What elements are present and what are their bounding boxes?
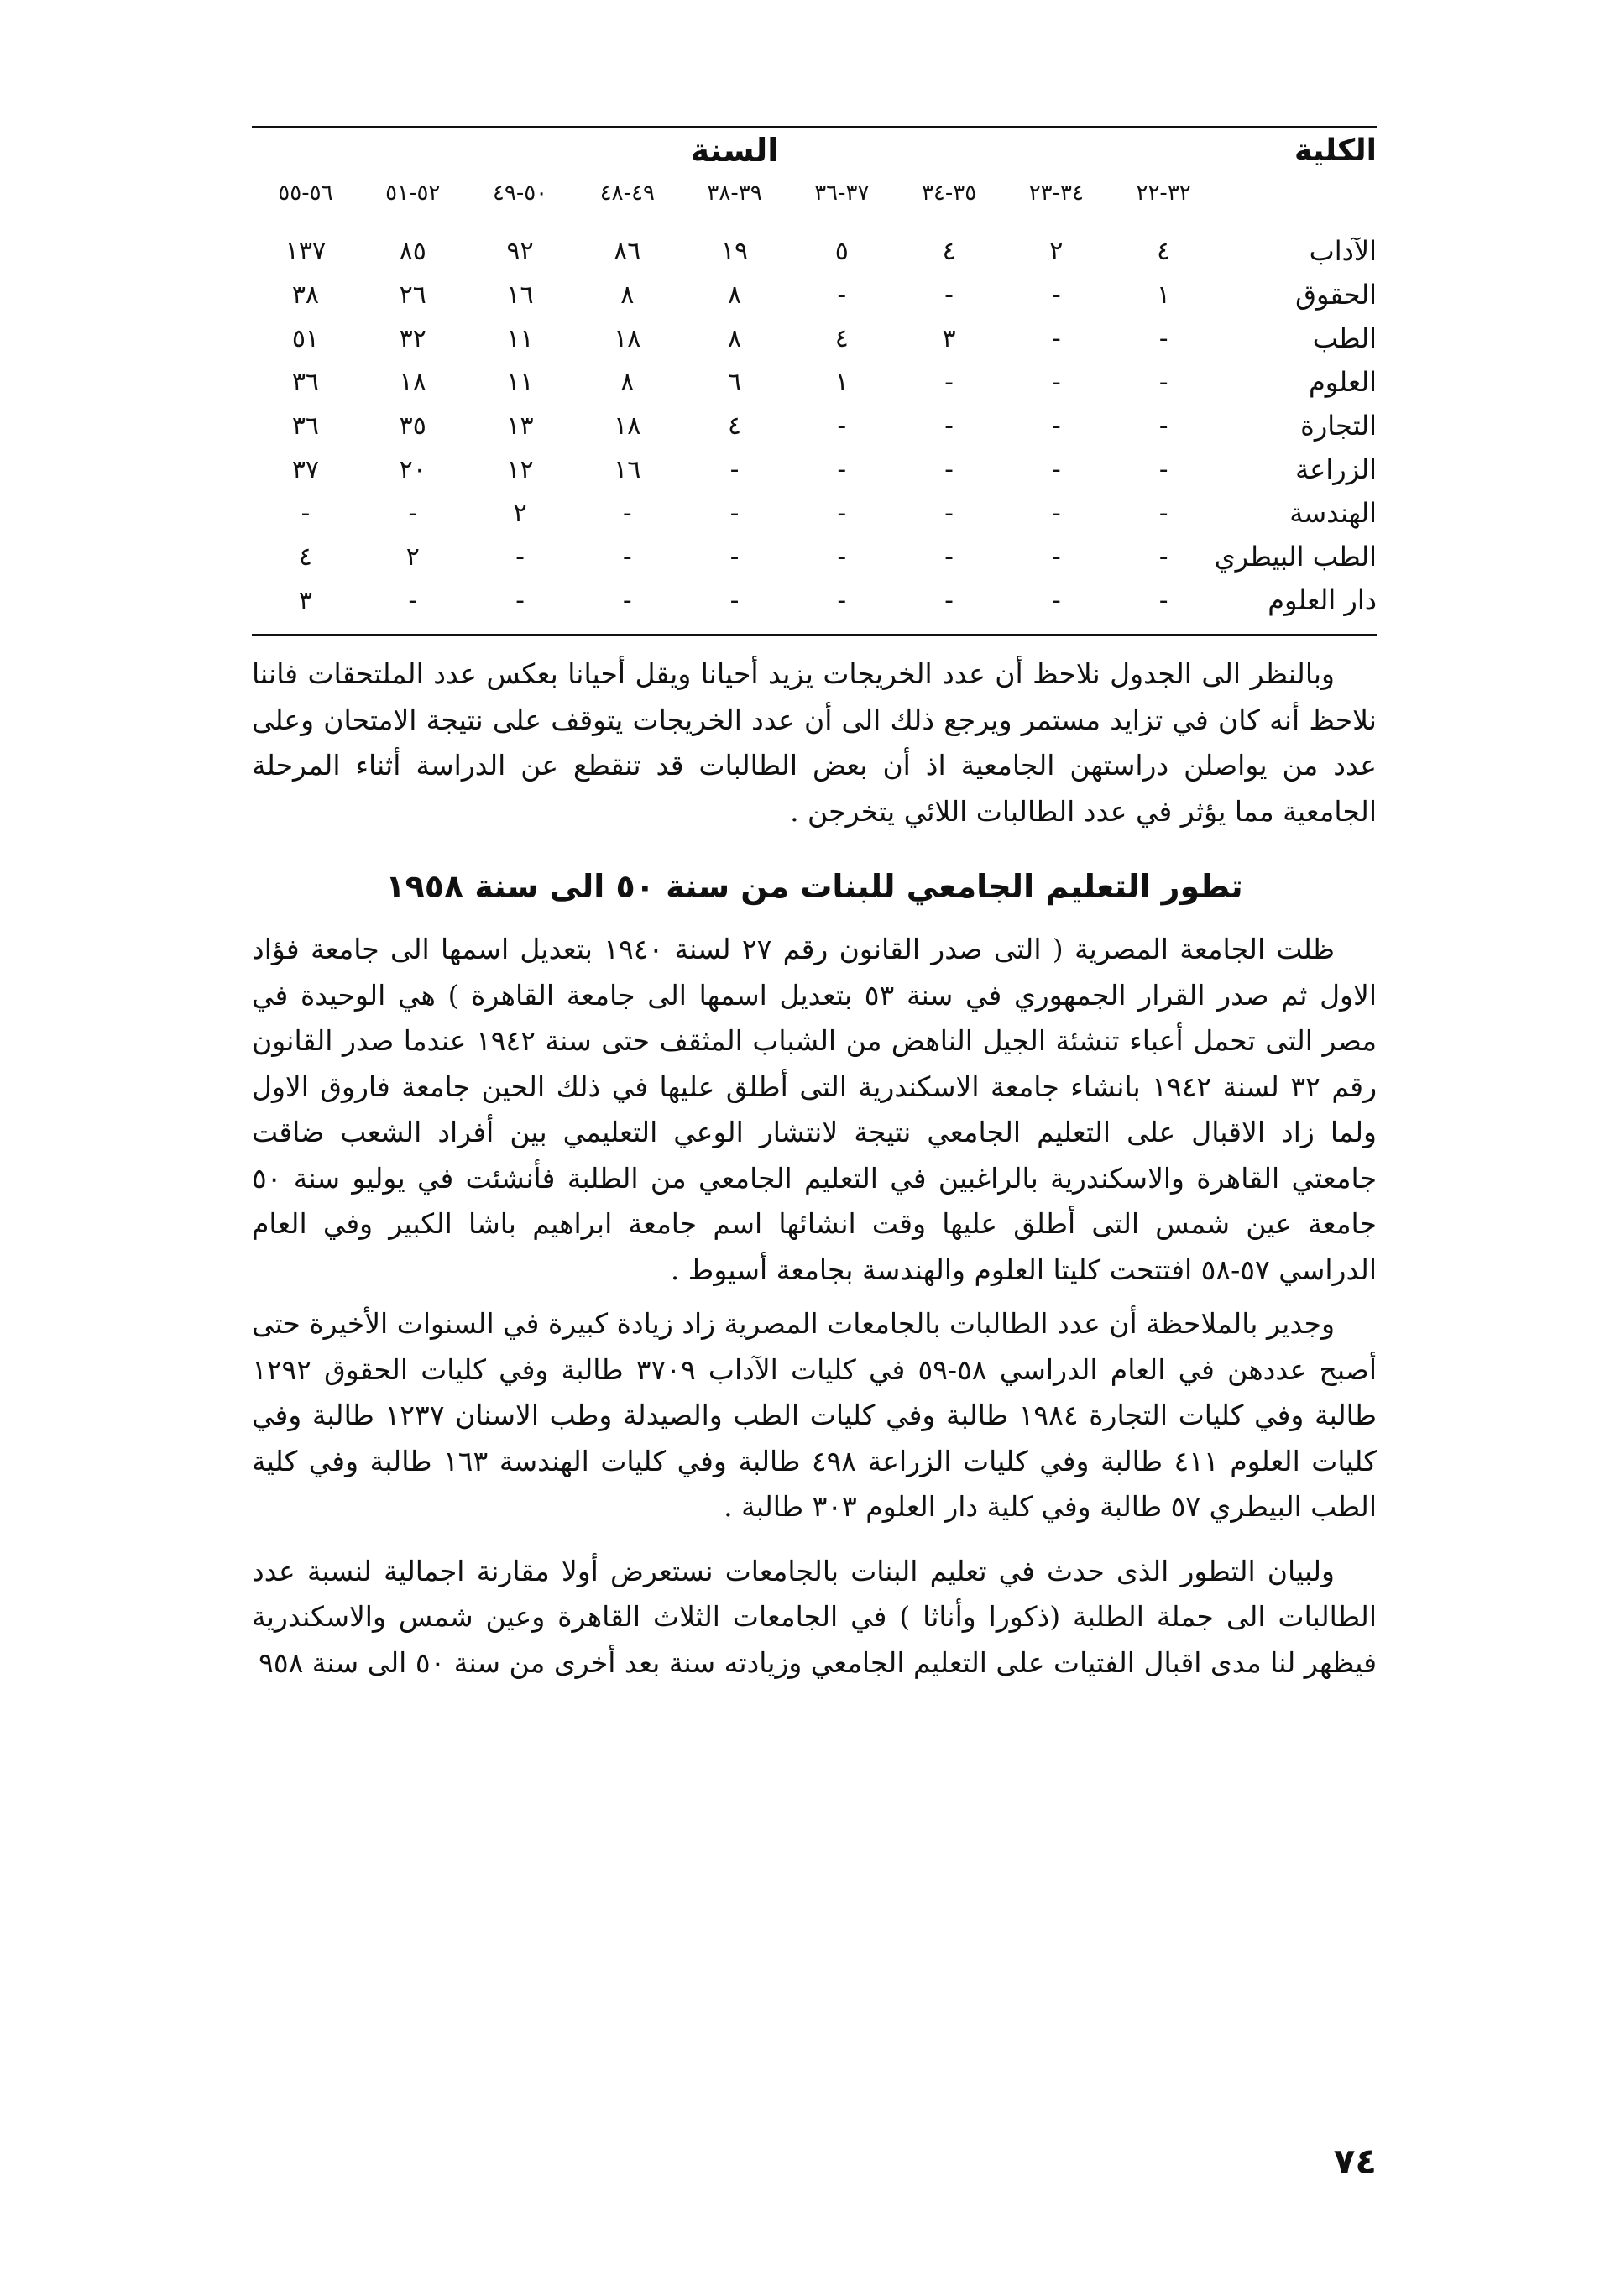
year-header: السنة	[690, 132, 779, 169]
graduates-count-cell: -	[1158, 585, 1168, 615]
table-row	[252, 447, 1377, 491]
graduates-count-cell: ١٣٧	[285, 236, 327, 266]
graduates-count-cell: -	[1051, 411, 1061, 441]
graduates-count-cell: ١	[1157, 280, 1171, 310]
graduates-count-cell: ١٨	[614, 411, 641, 441]
graduates-count-cell: -	[729, 585, 740, 615]
faculty-name: الهندسة	[1289, 497, 1377, 529]
graduates-count-cell: -	[515, 585, 525, 615]
faculty-name: دار العلوم	[1268, 584, 1377, 616]
graduates-count-cell: -	[1051, 541, 1061, 572]
graduates-count-cell: ٣٦	[291, 367, 320, 397]
graduates-count-cell: -	[837, 454, 847, 484]
graduates-count-cell: ٤	[298, 541, 312, 572]
graduates-count-cell: ٤	[1157, 236, 1171, 266]
graduates-count-cell: -	[944, 411, 954, 441]
year-column-header: ٣٧-٣٦	[814, 180, 870, 206]
graduates-count-cell: -	[301, 498, 311, 528]
table-row	[252, 578, 1377, 634]
graduates-count-cell: ٣٦	[291, 411, 320, 441]
table-row	[252, 214, 1377, 273]
graduates-count-cell: -	[1158, 323, 1168, 353]
graduates-count-cell: ٣٢	[399, 323, 426, 353]
graduates-count-cell: -	[1051, 367, 1061, 397]
faculty-name: الطب	[1312, 322, 1377, 354]
graduates-count-cell: -	[622, 585, 632, 615]
faculty-name: الزراعة	[1295, 453, 1377, 485]
graduates-count-cell: -	[837, 280, 847, 310]
year-column-header: ٣٥-٣٤	[921, 180, 977, 206]
year-column-header: ٥٢-٥١	[385, 180, 441, 206]
graduates-count-cell: ٨٦	[614, 236, 641, 266]
faculty-name: الطب البيطري	[1214, 541, 1377, 573]
graduates-count-cell: ١	[834, 367, 849, 397]
graduates-count-cell: ٥١	[291, 323, 320, 353]
graduates-count-cell: -	[837, 541, 847, 572]
year-column-header: ٥٦-٥٥	[278, 180, 333, 206]
graduates-count-cell: -	[944, 367, 954, 397]
graduates-count-cell: ١٣	[506, 411, 534, 441]
graduates-count-cell: -	[622, 541, 632, 572]
graduates-count-cell: ٣	[298, 585, 312, 615]
faculty-name: العلوم	[1308, 366, 1377, 398]
graduates-table	[252, 128, 1377, 634]
graduates-count-cell: -	[944, 585, 954, 615]
graduates-count-cell: -	[944, 280, 954, 310]
table-row	[252, 360, 1377, 404]
faculty-name: الآداب	[1309, 235, 1377, 267]
graduates-count-cell: -	[1051, 498, 1061, 528]
graduates-count-cell: ٨	[620, 367, 635, 397]
graduates-count-cell: -	[408, 585, 418, 615]
faculty-name: الحقوق	[1295, 279, 1377, 311]
paragraph-comparison-intro: ولبيان التطور الذى حدث في تعليم البنات بالجامعات نستعرض أولا مقارنة اجمالية لنسبة عدد الطالبات الى جملة الطلبة (ذكورا وأناثا ) في الجامعات الثلاث القاهرة وعين شمس والاسكندرية فيظهر لنا مدى اقبال الفتيات على التعليم الجامعي وزيادته سنة بعد أخرى من سنة ٥٠ الى سنة ٩٥٨	[252, 1554, 1377, 1679]
faculty-header: الكلية	[1294, 133, 1377, 168]
graduates-count-cell: ٢٠	[399, 454, 426, 484]
graduates-count-cell: -	[1158, 541, 1168, 572]
year-column-header: ٥٠-٤٩	[492, 180, 548, 206]
graduates-count-cell: ١٩	[720, 236, 749, 266]
graduates-count-cell: -	[944, 498, 954, 528]
year-column-header: ٣٤-٢٣	[1028, 180, 1084, 206]
graduates-count-cell: ١١	[506, 323, 534, 353]
graduates-count-cell: ١٦	[614, 454, 641, 484]
graduates-count-cell: -	[837, 498, 847, 528]
document-page	[252, 126, 1378, 2182]
graduates-count-cell: -	[729, 454, 740, 484]
faculty-name: التجارة	[1300, 410, 1377, 442]
graduates-count-cell: -	[1051, 454, 1061, 484]
table-body	[252, 214, 1377, 634]
graduates-count-cell: ٢	[1049, 236, 1064, 266]
graduates-count-cell: ٣٨	[291, 280, 320, 310]
graduates-count-cell: -	[1051, 323, 1061, 353]
graduates-count-cell: -	[1051, 280, 1061, 310]
graduates-count-cell: ١١	[506, 367, 534, 397]
graduates-count-cell: -	[1158, 411, 1168, 441]
table-row	[252, 535, 1377, 578]
graduates-count-cell: -	[944, 541, 954, 572]
graduates-count-cell: ١٨	[614, 323, 641, 353]
paragraph-universities-history: ظلت الجامعة المصرية ( التى صدر القانون رقم ٢٧ لسنة ١٩٤٠ بتعديل اسمها الى جامعة فؤاد الاول ثم صدر القرار الجمهوري في سنة ٥٣ بتعديل اسمها الى جامعة القاهرة ) هي الوحيدة في مصر التى تحمل أعباء تنشئة الجيل الناهض من الشباب المثقف حتى سنة ١٩٤٢ عندما صدر القانون رقم ٣٢ لسنة ١٩٤٢ بانشاء جامعة الاسكندرية التى أطلق عليها في ذلك الحين جامعة فاروق الاول ولما زاد الاقبال على التعليم الجامعي نتيجة لانتشار الوعي التعليمي بين أفراد الشعب ضاقت جامعتي القاهرة والاسكندرية بالراغبين في التعليم الجامعي من الطلبة فأنشئت في يوليو سنة ٥٠ جامعة عين شمس التى أطلق عليها وقت انشائها اسم جامعة ابراهيم باشا الكبير وفي العام الدراسي ٥٧-٥٨ افتتحت كليتا العلوم والهندسة بجامعة أسيوط .	[252, 933, 1378, 1286]
graduates-count-cell: ٢٦	[399, 280, 426, 310]
graduates-count-cell: ٣٥	[399, 411, 426, 441]
graduates-count-cell: -	[1158, 498, 1168, 528]
graduates-count-cell: -	[622, 498, 632, 528]
graduates-count-cell: ٣	[942, 323, 956, 353]
table-row	[252, 273, 1377, 316]
graduates-count-cell: ٨	[727, 280, 742, 310]
section-heading: تطور التعليم الجامعي للبنات من سنة ٥٠ الى سنة ١٩٥٨	[385, 868, 1243, 905]
graduates-count-cell: ٤	[727, 411, 742, 441]
graduates-count-cell: ٣٧	[291, 454, 320, 484]
graduates-count-cell: ٨	[727, 323, 742, 353]
graduates-count-cell: -	[837, 585, 847, 615]
graduates-count-cell: ٨٥	[399, 236, 426, 266]
graduates-count-cell: -	[837, 411, 847, 441]
graduates-count-cell: ٨	[620, 280, 635, 310]
paragraph-graduates-note: وبالنظر الى الجدول نلاحظ أن عدد الخريجات يزيد أحيانا ويقل أحيانا بعكس عدد الملتحقات فاننا نلاحظ أنه كان في تزايد مستمر ويرجع ذلك الى أن عدد الخريجات يتوقف على نتيجة الامتحان وعلى عدد من يواصلن دراستهن الجامعية اذ أن بعض الطالبات قد تنقطع عن الدراسة أثناء المرحلة الجامعية مما يؤثر في عدد الطالبات اللائي يتخرجن .	[252, 657, 1377, 828]
graduates-count-cell: ١٢	[506, 454, 534, 484]
graduates-count-cell: ٢	[513, 498, 527, 528]
paragraph-female-enrollment: وجدير بالملاحظة أن عدد الطالبات بالجامعات المصرية زاد زيادة كبيرة في السنوات الأخيرة حتى أصبح عددهن في العام الدراسي ٥٨-٥٩ في كليات الآداب ٣٧٠٩ طالبة وفي كليات الحقوق ١٢٩٢ طالبة وفي كليات التجارة ١٩٨٤ طالبة وفي كليات الطب والصيدلة وطب الاسنان ١٢٣٧ طالبة وفي كليات العلوم ٤١١ طالبة وفي كليات الزراعة ٤٩٨ طالبة وفي كليات الهندسة ١٦٣ طالبة وفي كلية الطب البيطري ٥٧ طالبة وفي كلية دار العلوم ٣٠٣ طالبة .	[252, 1307, 1377, 1523]
graduates-count-cell: ١٦	[506, 280, 534, 310]
graduates-count-cell: ٥	[834, 236, 849, 266]
graduates-count-cell: ٦	[727, 367, 742, 397]
graduates-count-cell: -	[515, 541, 525, 572]
graduates-count-cell: -	[408, 498, 418, 528]
year-column-header: ٤٩-٤٨	[599, 180, 655, 206]
year-column-header: ٣٩-٣٨	[707, 180, 762, 206]
table-row	[252, 491, 1377, 535]
year-column-header: ٣٢-٢٢	[1136, 180, 1191, 206]
graduates-count-cell: -	[729, 541, 740, 572]
graduates-count-cell: -	[1158, 454, 1168, 484]
graduates-count-cell: ٤	[942, 236, 956, 266]
table-row	[252, 404, 1377, 447]
table-bottom-rule	[252, 634, 1377, 636]
graduates-count-cell: ١٨	[399, 367, 426, 397]
graduates-count-cell: -	[729, 498, 740, 528]
graduates-count-cell: -	[1158, 367, 1168, 397]
page-number: ٧٤	[1333, 2141, 1377, 2182]
table-row	[252, 316, 1377, 360]
graduates-count-cell: ٢	[405, 541, 420, 572]
graduates-count-cell: -	[1051, 585, 1061, 615]
graduates-count-cell: -	[944, 454, 954, 484]
graduates-count-cell: ٩٢	[506, 236, 534, 266]
graduates-count-cell: ٤	[834, 323, 849, 353]
